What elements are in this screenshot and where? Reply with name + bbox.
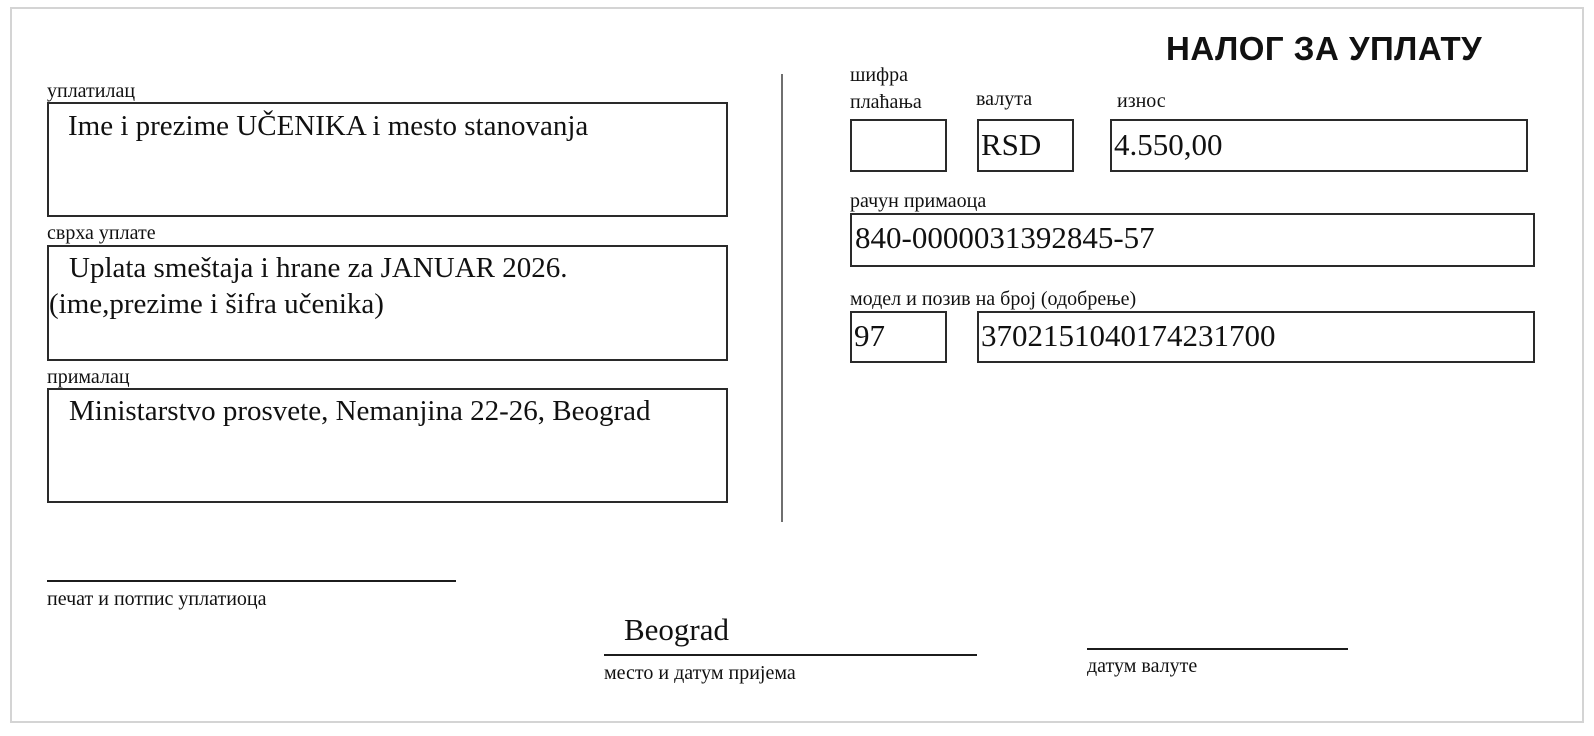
amount-field[interactable] [1110, 119, 1528, 172]
place-date-line [604, 654, 977, 656]
model-field[interactable] [850, 311, 947, 363]
purpose-value-line1: Uplata smeštaja i hrane za JANUAR 2026. [69, 252, 568, 284]
section-divider [781, 74, 783, 522]
reference-number-field[interactable] [977, 311, 1535, 363]
model-reference-label: модел и позив на број (одобрење) [850, 288, 1137, 310]
recipient-account-value: 840-0000031392845-57 [855, 220, 1155, 255]
purpose-field[interactable] [47, 245, 728, 361]
recipient-value: Ministarstvo prosvete, Nemanjina 22-26, Beograd [69, 395, 651, 427]
place-value: Beograd [624, 612, 730, 647]
payment-code-label-line2: плаћања [850, 91, 922, 113]
payment-code-field[interactable] [850, 119, 947, 172]
recipient-account-label: рачун примаоца [850, 190, 987, 212]
model-value: 97 [854, 318, 885, 353]
recipient-label: прималац [47, 366, 130, 388]
value-date-line [1087, 648, 1348, 650]
payer-label: уплатилац [47, 80, 136, 102]
amount-value: 4.550,00 [1114, 127, 1223, 162]
purpose-label: сврха уплате [47, 222, 156, 244]
reference-number-value: 370215104017423170​0 [981, 318, 1276, 353]
payer-field[interactable] [47, 102, 728, 217]
recipient-account-field[interactable] [850, 213, 1535, 267]
form-title: НАЛОГ ЗА УПЛАТУ [1166, 30, 1483, 67]
currency-label: валута [976, 88, 1033, 110]
amount-label: износ [1117, 90, 1166, 112]
payment-code-label-line1: шифра [850, 64, 908, 86]
purpose-value-line2: (ime,prezime i šifra učenika) [49, 288, 384, 320]
signature-line [47, 580, 456, 582]
currency-field[interactable] [977, 119, 1074, 172]
recipient-field[interactable] [47, 388, 728, 503]
place-date-label: место и датум пријема [604, 662, 796, 684]
payer-value: Ime i prezime UČENIKA i mesto stanovanja [68, 110, 589, 142]
signature-label: печат и потпис уплатиоца [47, 588, 267, 610]
currency-value: RSD [981, 127, 1042, 162]
value-date-label: датум валуте [1087, 655, 1198, 677]
